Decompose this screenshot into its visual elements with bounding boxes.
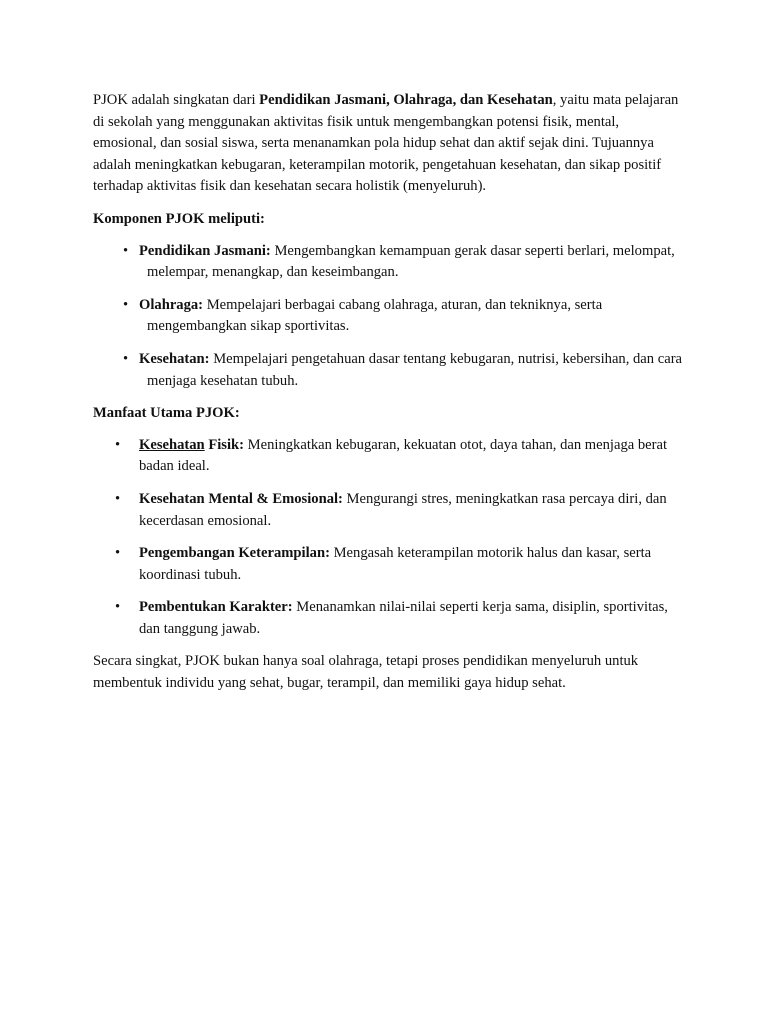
- list-item-term: Fisik:: [204, 436, 244, 453]
- manfaat-list: [93, 435, 683, 641]
- list-item-term: Pembentukan Karakter:: [139, 599, 293, 616]
- list-item-term: Pendidikan Jasmani:: [139, 242, 271, 259]
- bullet-icon: •: [123, 296, 129, 313]
- list-item: [93, 241, 683, 284]
- list-item-term: Olahraga:: [139, 296, 204, 313]
- list-item-desc: Menanamkan nilai-nilai seperti kerja sama, disiplin, sportivitas, dan tanggung jawab.: [139, 599, 668, 637]
- bullet-icon: •: [115, 436, 121, 453]
- list-item-desc: Mempelajari berbagai cabang olahraga, aturan, dan tekniknya, serta mengembangkan sikap sportivitas.: [147, 296, 603, 335]
- intro-bold-term: Pendidikan Jasmani, Olahraga, dan Kesehatan: [259, 92, 553, 108]
- list-item: [93, 597, 683, 640]
- list-item: [93, 295, 683, 338]
- komponen-list: [93, 241, 683, 393]
- komponen-heading: Komponen PJOK meliputi:: [93, 210, 265, 227]
- list-item-desc: Meningkatkan kebugaran, kekuatan otot, daya tahan, dan menjaga berat badan ideal.: [139, 436, 668, 475]
- list-item: [93, 489, 683, 532]
- bullet-icon: •: [123, 350, 129, 367]
- intro-text-start: PJOK adalah singkatan dari: [93, 92, 260, 108]
- closing-paragraph: Secara singkat, PJOK bukan hanya soal olahraga, tetapi proses pendidikan menyeluruh untuk membentuk individu yang sehat, bugar, terampil, dan memiliki gaya hidup sehat.: [93, 653, 639, 692]
- bullet-icon: •: [115, 599, 121, 616]
- intro-paragraph: [93, 90, 683, 198]
- manfaat-heading: Manfaat Utama PJOK:: [93, 405, 240, 422]
- list-item-desc: Mengembangkan kemampuan gerak dasar seperti berlari, melompat, melempar, menangkap, dan keseimbangan.: [147, 242, 675, 281]
- list-item: [93, 349, 683, 392]
- bullet-icon: •: [123, 242, 129, 259]
- bullet-icon: •: [115, 490, 121, 507]
- list-item: [93, 435, 683, 478]
- list-item-term: Pengembangan Keterampilan:: [139, 545, 330, 562]
- list-item: [93, 543, 683, 586]
- list-item-term-underlined: Kesehatan: [139, 436, 205, 453]
- document-page: [93, 90, 683, 695]
- list-item-term: Kesehatan Mental & Emosional:: [139, 490, 343, 507]
- intro-text-rest: , yaitu mata pelajaran di sekolah yang menggunakan aktivitas fisik untuk mengembangkan potensi fisik, mental, emosional, dan sosial siswa, serta menanamkan pola hidup sehat dan aktif sejak dini. Tujuannya adalah meningkatkan kebugaran, keterampilan motorik, pengetahuan kesehatan, dan sikap positif terhadap aktivitas fisik dan kesehatan secara holistik (menyeluruh).: [93, 92, 679, 195]
- list-item-desc: Mempelajari pengetahuan dasar tentang kebugaran, nutrisi, kebersihan, dan cara menjaga kesehatan tubuh.: [147, 350, 683, 389]
- list-item-desc: Mengurangi stres, meningkatkan rasa percaya diri, dan kecerdasan emosional.: [139, 490, 667, 529]
- list-item-desc: Mengasah keterampilan motorik halus dan kasar, serta koordinasi tubuh.: [139, 545, 652, 583]
- bullet-icon: •: [115, 545, 121, 562]
- list-item-term: Kesehatan:: [139, 350, 210, 367]
